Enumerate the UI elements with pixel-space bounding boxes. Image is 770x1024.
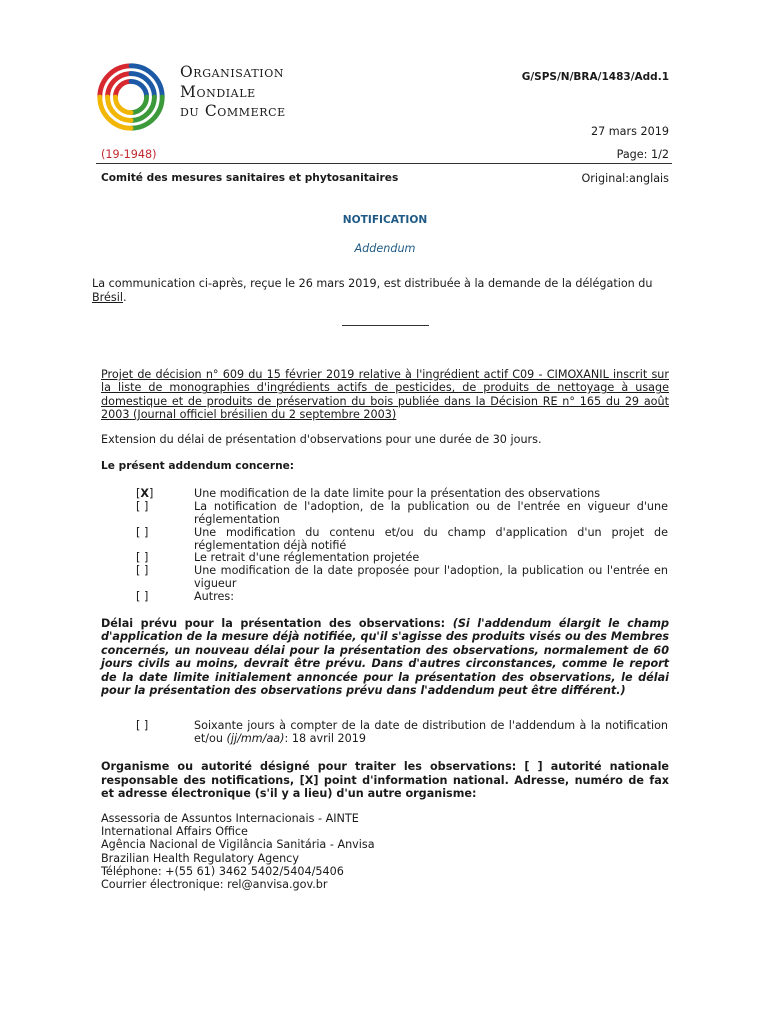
section-separator — [342, 325, 429, 326]
option-text: Une modification du contenu et/ou du champ d'application d'un projet de réglementation déjà notifié — [194, 526, 668, 552]
checkbox: [ ] — [136, 564, 149, 577]
option-text: Une modification de la date proposée pour l'adoption, la publication ou l'entrée en vigueur — [194, 564, 668, 590]
comment-period-option-text: Soixante jours à compter de la date de distribution de l'addendum à la notification et/ou (jj/mm/aa): 18 avril 2019 — [194, 719, 668, 745]
org-name-line-1: Organisation — [180, 63, 285, 81]
wto-logo-icon — [92, 58, 170, 136]
comment-period-option — [136, 719, 676, 747]
address-line: Agência Nacional de Vigilância Sanitária - Anvisa — [101, 838, 375, 852]
draft-decision-text: Projet de décision n° 609 du 15 février 2019 relative à l'ingrédient actif C09 - CIMOXANIL inscrit sur la liste de monographies d'ingrédients actifs de pesticides, de produits de nettoyage à usage domestique et de produits de préservation du bois publiée dans la Décision RE n° 165 du 29 août 2003 (Journal officiel brésilien du 2 septembre 2003) — [101, 368, 669, 422]
extension-statement: Extension du délai de présentation d'observations pour une durée de 30 jours. — [101, 433, 542, 446]
concern-heading: Le présent addendum concerne: — [101, 460, 295, 472]
checkbox: [ ] — [136, 526, 149, 539]
option-text: Le retrait d'une réglementation projetée — [194, 551, 420, 564]
org-name-line-3: du Commerce — [180, 102, 286, 120]
checkbox: [ ] — [136, 551, 149, 564]
option-row — [136, 526, 676, 552]
page-number: Page: 1/2 — [616, 148, 669, 161]
address-line: Brazilian Health Regulatory Agency — [101, 851, 299, 865]
communication-country: Brésil — [92, 290, 123, 304]
org-name-line-2: Mondiale — [180, 82, 256, 101]
contact-address — [101, 812, 375, 891]
original-language: Original:anglais — [581, 172, 669, 185]
checkbox: [ ] — [136, 500, 149, 513]
option-row — [136, 500, 676, 526]
communication-text: La communication ci-après, reçue le 26 mars 2019, est distribuée à la demande de la délégation du — [92, 277, 653, 290]
option-row — [136, 551, 676, 564]
option-text: La notification de l'adoption, de la publication ou de l'entrée en vigueur d'une réglementation — [194, 500, 668, 526]
header-divider — [96, 163, 672, 164]
communication-paragraph — [92, 277, 676, 304]
checkbox: [ ] — [136, 719, 149, 732]
address-line: International Affairs Office — [101, 825, 248, 839]
checkbox: [ ] — [136, 590, 149, 603]
phone-line: Téléphone: +(55 61) 3462 5402/5404/5406 — [101, 864, 344, 878]
draft-decision-title — [101, 368, 669, 422]
option-row — [136, 590, 676, 603]
comment-period-heading: Délai prévu pour la présentation des observations: — [101, 617, 453, 630]
organization-name — [180, 63, 286, 122]
document-reference: (19-1948) — [101, 148, 157, 161]
email-line[interactable]: Courrier électronique: rel@anvisa.gov.br — [101, 878, 328, 892]
checkbox-mark: X — [140, 487, 150, 500]
communication-end: . — [122, 290, 127, 304]
document-date: 27 mars 2019 — [590, 125, 669, 138]
committee-name: Comité des mesures sanitaires et phytosanitaires — [101, 172, 399, 184]
checkbox: [X] — [136, 487, 154, 500]
document-symbol: G/SPS/N/BRA/1483/Add.1 — [521, 71, 669, 83]
contact-authority-heading: Organisme ou autorité désigné pour traiter les observations: [ ] autorité nationale responsable des notifications, [X] point d'information national. Adresse, numéro de fax et adresse électronique (s'il y a lieu) d'un autre organisme: — [101, 760, 669, 801]
option-text: Autres: — [194, 590, 234, 603]
notification-title: NOTIFICATION — [342, 214, 428, 226]
comment-period-note: (Si l'addendum élargit le champ d'application de la mesure déjà notifiée, qu'il s'agisse des produits visés ou des Membres concernés, un nouveau délai pour la présentation des observations, normalement de 60 jours civils au moins, devrait être prévu. Dans d'autres circonstances, comme le report de la date limite initialement annoncée pour la présentation des observations, le délai pour la présentation des observations prévu dans l'addendum peut être différent.) — [101, 617, 669, 698]
addendum-subtitle: Addendum — [354, 242, 416, 255]
address-line: Assessoria de Assuntos Internacionais - AINTE — [101, 812, 359, 825]
option-row — [136, 564, 676, 590]
option-row — [136, 487, 676, 500]
comment-period-paragraph — [101, 617, 669, 697]
option-text: Une modification de la date limite pour la présentation des observations — [194, 487, 601, 500]
